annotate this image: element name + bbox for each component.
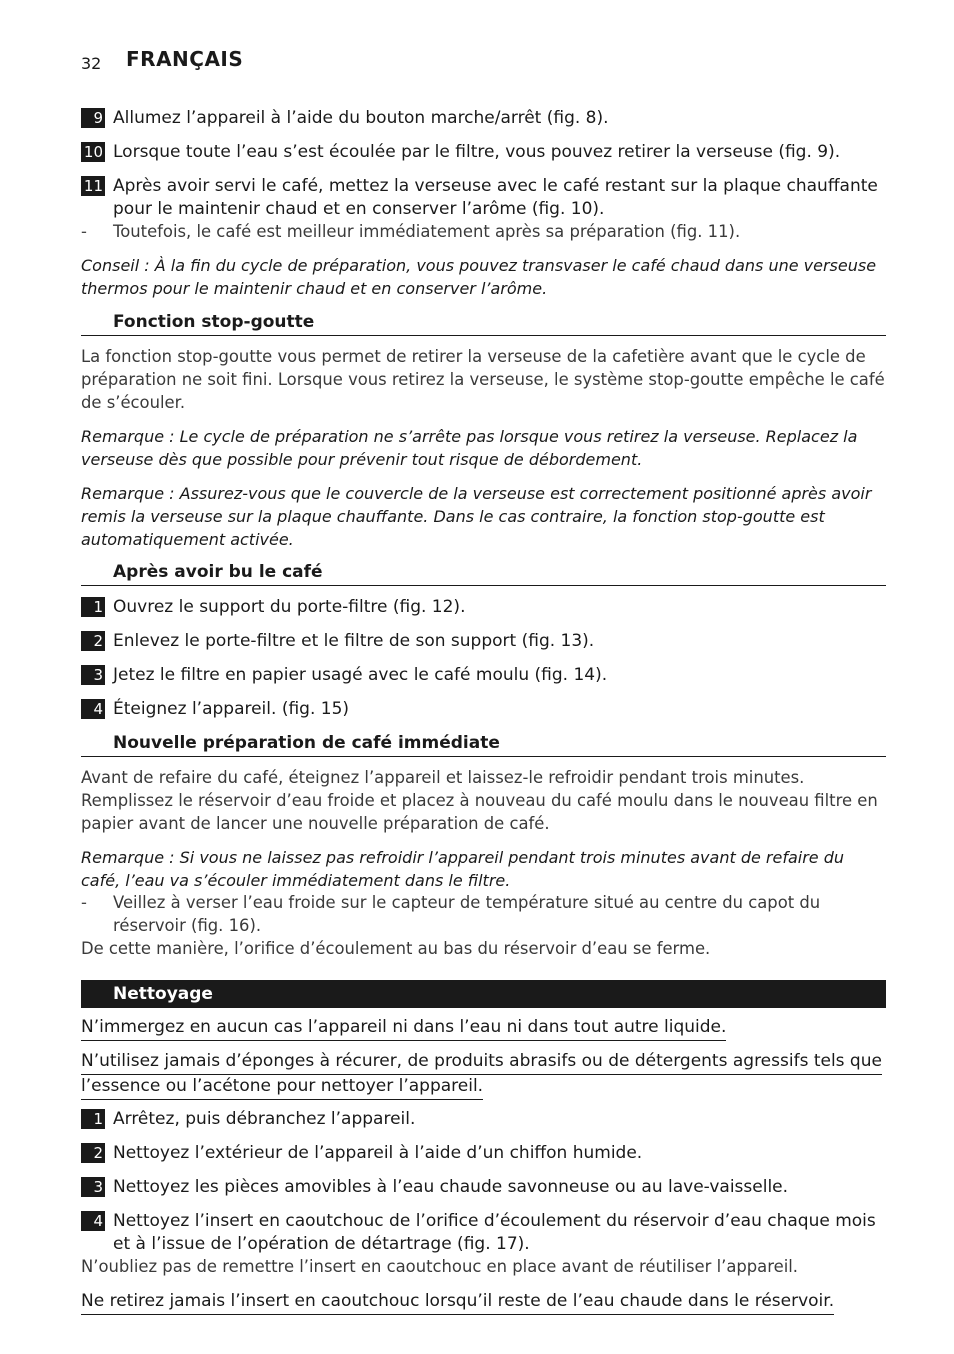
apres-step-1 [81,596,886,619]
nettoyage-warning-3 [81,1290,886,1315]
section-heading-nouvelle [81,732,886,757]
nettoyage-step-4 [81,1210,886,1256]
stop-goutte-body: La fonction stop-goutte vous permet de retirer la verseuse de la cafetière avant que le cycle de préparation ne soit fini. Lorsque vous retirez la verseuse, le système stop-goutte empêche le café de s’écouler. [81,347,885,412]
step-9 [81,107,886,130]
apres-step-3 [81,664,886,687]
step-number: 4 [81,699,105,719]
step-number: 2 [81,1143,105,1163]
stop-goutte-note-1: Remarque : Le cycle de préparation ne s’arrête pas lorsque vous retirez la verseuse. Replacez la verseuse dès que possible pour prévenir tout risque de débordement. [81,427,858,469]
nettoyage-warning-2 [81,1050,886,1100]
section-title: Nouvelle préparation de café immédiate [113,733,500,753]
step-number: 2 [81,631,105,651]
section-title: Nettoyage [113,984,213,1004]
section-heading-apres [81,561,886,586]
step-text: Arrêtez, puis débranchez l’appareil. [113,1109,416,1129]
warning-text: N’immergez en aucun cas l’appareil ni dans l’eau ni dans tout autre liquide. [81,1016,726,1041]
dash-note-top [81,220,886,243]
step-text: Nettoyez l’extérieur de l’appareil à l’aide d’un chiffon humide. [113,1143,643,1163]
step-number: 9 [81,108,105,128]
dash-text: Toutefois, le café est meilleur immédiatement après sa préparation (fig. 11). [113,222,741,241]
nouvelle-body: Avant de refaire du café, éteignez l’appareil et laissez-le refroidir pendant trois minutes. Remplissez le réservoir d’eau froide et placez à nouveau du café moulu dans le nouveau filtre en papier avant de lancer une nouvelle préparation de café. [81,768,878,833]
nouvelle-dash-note [81,891,886,937]
step-text: Allumez l’appareil à l’aide du bouton marche/arrêt (fig. 8). [113,108,609,128]
language-title: FRANÇAIS [126,47,244,71]
apres-step-2 [81,630,886,653]
nouvelle-after: De cette manière, l’orifice d’écoulement au bas du réservoir d’eau se ferme. [81,939,711,958]
section-title: Après avoir bu le café [113,562,323,582]
nouvelle-note: Remarque : Si vous ne laissez pas refroidir l’appareil pendant trois minutes avant de refaire du café, l’eau va s’écouler immédiatement dans le filtre. [81,848,845,890]
warning-text-line-2: l’essence ou l’acétone pour nettoyer l’appareil. [81,1075,483,1100]
conseil-tip: Conseil : À la fin du cycle de préparation, vous pouvez transvaser le café chaud dans une verseuse thermos pour le maintenir chaud et en conserver l’arôme. [81,256,877,298]
step-number: 11 [81,176,105,196]
stop-goutte-note-2: Remarque : Assurez-vous que le couvercle de la verseuse est correctement positionné après avoir remis la verseuse sur la plaque chauffante. Dans le cas contraire, la fonction stop-goutte est automatiquement activée. [81,484,872,549]
section-title: Fonction stop-goutte [113,312,315,332]
step-11 [81,175,886,221]
step-text: Éteignez l’appareil. (fig. 15) [113,699,350,719]
step-text: Lorsque toute l’eau s’est écoulée par le filtre, vous pouvez retirer la verseuse (fig. 9). [113,142,841,162]
nettoyage-step-1 [81,1108,886,1131]
step-number: 1 [81,1109,105,1129]
step-text: Nettoyez l’insert en caoutchouc de l’orifice d’écoulement du réservoir d’eau chaque mois et à l’issue de l’opération de détartrage (fig. 17). [113,1211,876,1254]
apres-step-4 [81,698,886,721]
step-number: 3 [81,665,105,685]
step-number: 3 [81,1177,105,1197]
step-number: 4 [81,1211,105,1231]
dash-marker: - [81,222,87,241]
section-heading-nettoyage [81,980,886,1008]
dash-text: Veillez à verser l’eau froide sur le capteur de température situé au centre du capot du réservoir (fig. 16). [113,893,821,935]
page-number: 32 [81,54,102,73]
section-heading-stop-goutte [81,311,886,336]
step-text: Nettoyez les pièces amovibles à l’eau chaude savonneuse ou au lave-vaisselle. [113,1177,789,1197]
nettoyage-step-3 [81,1176,886,1199]
step-text: Ouvrez le support du porte-filtre (fig. 12). [113,597,466,617]
dash-marker: - [81,893,87,912]
nettoyage-reminder: N’oubliez pas de remettre l’insert en caoutchouc en place avant de réutiliser l’appareil. [81,1257,799,1276]
step-text: Enlevez le porte-filtre et le filtre de son support (fig. 13). [113,631,595,651]
step-text: Après avoir servi le café, mettez la verseuse avec le café restant sur la plaque chauffante pour le maintenir chaud et en conserver l’arôme (fig. 10). [113,176,878,219]
step-number: 10 [81,142,105,162]
step-10 [81,141,886,164]
step-number: 1 [81,597,105,617]
nettoyage-step-2 [81,1142,886,1165]
step-text: Jetez le filtre en papier usagé avec le café moulu (fig. 14). [113,665,608,685]
nettoyage-warning-1 [81,1016,886,1041]
warning-text-line-1: N’utilisez jamais d’éponges à récurer, de produits abrasifs ou de détergents agressifs tels que [81,1050,882,1075]
warning-text: Ne retirez jamais l’insert en caoutchouc lorsqu’il reste de l’eau chaude dans le réservoir. [81,1290,834,1315]
